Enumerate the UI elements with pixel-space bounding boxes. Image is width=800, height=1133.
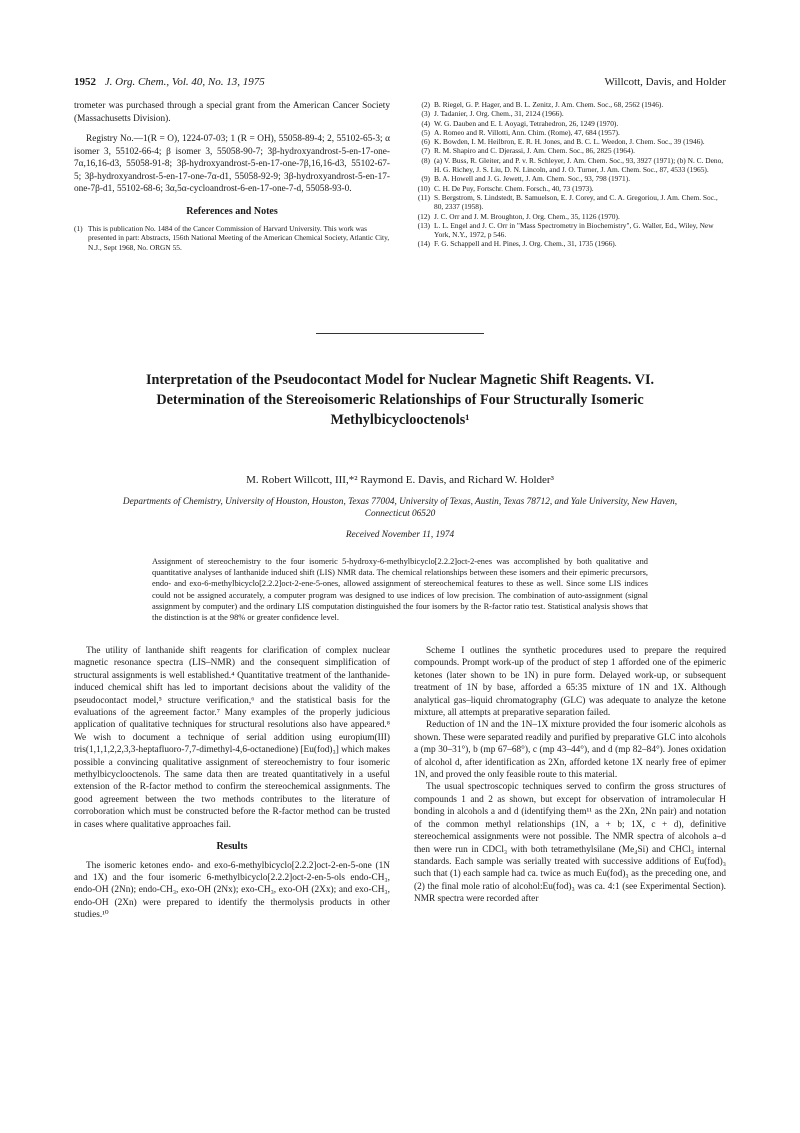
reference-text: W. G. Dauben and E. I. Aoyagi, Tetrahedron, 26, 1249 (1970). bbox=[434, 118, 619, 128]
reference-item bbox=[414, 109, 726, 118]
reference-text: (a) V. Buss, R. Gleiter, and P. v. R. Schleyer, J. Am. Chem. Soc., 93, 3927 (1971); (b) N. C. Deno, H. G. Richey, J. S. Liu, D. N. Lincoln, and J. O. Turner, J. Am. Chem. Soc., 87, 4533 (1965). bbox=[434, 155, 724, 175]
reference-text: R. M. Shapiro and C. Djerassi, J. Am. Chem. Soc., 86, 2825 (1964). bbox=[434, 146, 635, 156]
running-header bbox=[74, 76, 726, 88]
article-authors: M. Robert Willcott, III,*² Raymond E. Davis, and Richard W. Holder³ bbox=[246, 474, 554, 486]
header-authors: Willcott, Davis, and Holder bbox=[604, 76, 726, 88]
reference-text: B. Riegel, G. P. Hager, and B. L. Zenitz, J. Am. Chem. Soc., 68, 2562 (1946). bbox=[434, 100, 664, 109]
footnote-1 bbox=[74, 224, 390, 252]
reference-number: (11) bbox=[417, 192, 430, 202]
reference-number: (14) bbox=[417, 239, 430, 249]
continued-text: trometer was purchased through a special grant from the American Cancer Society (Massachusetts Division). bbox=[74, 101, 390, 124]
reference-number: (6) bbox=[421, 137, 430, 147]
reference-number: (7) bbox=[421, 146, 430, 156]
page-number: 1952 bbox=[74, 76, 96, 88]
abstract: Assignment of stereochemistry to the four isomeric 5-hydroxy-6-methylbicyclo[2.2.2]oct-2-enes was accomplished by both qualitative and quantitative analyses of lanthanide induced shift (LIS) NMR data. The chemical relationships between these isomers and their epimeric precursors, endo- and exo-6-methylbicyclo[2.2.2]oct-2-ene-5-ones, allowed assignment of stereochemical features to these as well. Since some LIS indices could not be assigned accurately, a computer program was designed to use indices of low precision. The combination of auto-assignment (signal assignment by computer) and the ordinary LIS computation distinguished the four isomers by the R-factor ratio test. Statistical analysis shows that the distinction is at the 98% or greater confidence level. bbox=[152, 557, 648, 623]
reference-item bbox=[414, 119, 726, 128]
reference-text: L. L. Engel and J. C. Orr in "Mass Spectrometry in Biochemistry", G. Waller, Ed., Wiley, New York, N.Y., 1972, p 546. bbox=[434, 220, 714, 240]
reduction-paragraph: Reduction of 1N and the 1N–1X mixture provided the four isomeric alcohols as shown. These were separated readily and purified by preparative GLC into alcohols a (mp 30–31°), b (mp 67–68°), c (mp 43–44°), and d (mp 82–84°). Jones oxidation of alcohol d, after identification as 2Xn, afforded ketone 1X nearly free of epimer 1N, and proved the only feasible route to this material. bbox=[414, 720, 726, 781]
section-divider bbox=[316, 333, 484, 334]
reference-number: (10) bbox=[417, 183, 430, 193]
journal-citation: J. Org. Chem., Vol. 40, No. 13, 1975 bbox=[104, 76, 265, 88]
left-column-top bbox=[74, 100, 390, 252]
reference-text: C. H. De Puy, Fortschr. Chem. Forsch., 40, 73 (1973). bbox=[434, 183, 594, 193]
article-title: Interpretation of the Pseudocontact Model for Nuclear Magnetic Shift Reagents. VI. Determination of the Stereoisomeric Relationships of Four Structurally Isomeric Methylbicyclooctenols¹ bbox=[145, 372, 655, 428]
reference-number: (5) bbox=[421, 127, 430, 137]
body-left-column bbox=[74, 645, 390, 922]
spectroscopy-paragraph: The usual spectroscopic techniques served to confirm the gross structures of compounds 1 and 2 as shown, but except for observation of intramolecular H bonding in alcohols a and d (identifying them¹¹ as the 2Xn, 2Nn pair) and notation of the common methyl relationships (1N, a + b; 1X, c + d), definitive stereochemical assignments were not possible. The NMR spectra of alcohols a–d then were run in CDCl₃ with both tetramethylsilane (Me₄Si) and CHCl₃ internal standards. Each sample was serially treated with successive additions of Eu(fod)₃ such that (1) each sample had ca. twice as much Eu(fod)₃ as the preceding one, and (2) the final mole ratio of alcohol:Eu(fod)₃ was ca. 4:1 (see Experimental Section). NMR spectra were recorded after bbox=[414, 782, 726, 905]
reference-text: J. Tadanier, J. Org. Chem., 31, 2124 (1966). bbox=[434, 109, 564, 119]
reference-item bbox=[414, 184, 726, 193]
reference-text: S. Bergstrom, S. Lindstedt, B. Samuelson, E. J. Corey, and C. A. Gregoriou, J. Am. Chem. Soc., 80, 2337 (1958). bbox=[434, 192, 718, 212]
reference-text: F. G. Schappell and H. Pines, J. Org. Chem., 31, 1735 (1966). bbox=[434, 239, 617, 249]
received-date: Received November 11, 1974 bbox=[345, 530, 455, 540]
results-paragraph: The isomeric ketones endo- and exo-6-methylbicyclo[2.2.2]oct-2-en-5-one (1N and 1X) and the four isomeric 6-methylbicyclo[2.2.2]oct-2-en-5-ols endo-CH₃, endo-OH (2Nn); endo-CH₃, exo-OH (2Nx); exo-CH₃, exo-OH (2Xx); and exo-CH₃, endo-OH (2Xn) were prepared to identify the thermolysis products in other studies.¹⁰ bbox=[74, 860, 390, 921]
body-right-column bbox=[414, 645, 726, 906]
references-list bbox=[414, 100, 726, 249]
reference-item bbox=[414, 239, 726, 248]
reference-number: (12) bbox=[417, 211, 430, 221]
reference-text: B. A. Howell and J. G. Jewett, J. Am. Chem. Soc., 93, 798 (1971). bbox=[434, 174, 631, 184]
reference-item bbox=[414, 137, 726, 146]
reference-item bbox=[414, 174, 726, 183]
reference-number: (2) bbox=[421, 100, 430, 109]
reference-number: (9) bbox=[421, 174, 430, 184]
reference-item bbox=[414, 156, 726, 175]
references-heading: References and Notes bbox=[186, 205, 278, 217]
article-affiliation: Departments of Chemistry, University of Houston, Houston, Texas 77004, University of Texas, Austin, Texas 78712, and Yale University, New Haven, Connecticut 06520 bbox=[122, 497, 678, 519]
scheme-paragraph: Scheme I outlines the synthetic procedures used to prepare the required compounds. Prompt work-up of the product of step 1 afforded one of the epimeric ketones (later shown to be 1N) in pure form. Delayed work-up, or subsequent treatment of 1N by base, afforded a 65:35 mixture of 1N and 1X. Although analytical gas–liquid chromatography (GLC) was adequate to analyze the ketone mixture, all attempts at preparative separation failed. bbox=[414, 646, 726, 719]
reference-text: J. C. Orr and J. M. Broughton, J. Org. Chem., 35, 1126 (1970). bbox=[434, 211, 620, 221]
reference-item bbox=[414, 212, 726, 221]
reference-item bbox=[414, 221, 726, 240]
reference-text: A. Romeo and R. Villotti, Ann. Chim. (Rome), 47, 684 (1957). bbox=[434, 127, 620, 137]
reference-number: (4) bbox=[421, 118, 430, 128]
reference-item bbox=[414, 128, 726, 137]
footnote-text: This is publication No. 1484 of the Cancer Commission of Harvard University. This work was presented in part: Abstracts, 156th National Meeting of the American Chemical Society, Atlantic City, N.J., Sept 1968, No. ORGN 55. bbox=[88, 224, 390, 252]
reference-number: (3) bbox=[421, 109, 430, 119]
reference-text: K. Bowden, I. M. Heilbron, E. R. H. Jones, and B. C. L. Weedon, J. Chem. Soc., 39 (1946). bbox=[434, 137, 705, 147]
footnote-number: (1) bbox=[74, 224, 83, 233]
reference-number: (13) bbox=[417, 220, 430, 230]
reference-item bbox=[414, 146, 726, 155]
reference-number: (8) bbox=[421, 155, 430, 165]
reference-item bbox=[414, 193, 726, 212]
reference-item bbox=[414, 100, 726, 109]
results-heading: Results bbox=[216, 841, 248, 853]
registry-numbers: Registry No.—1(R = O), 1224-07-03; 1 (R = OH), 55058-89-4; 2, 55102-65-3; α isomer 3, 55102-66-4; β isomer 3, 55058-90-7; 3β-hydroxyandrost-5-en-17-one-7α,16,16-d3, 55058-91-8; 3β-hydroxyandrost-5-en-17-one-7β,16,16-d3, 55102-67-5; 3β-hydroxyandrost-5-en-17-one-7α-d1, 55058-92-9; 3β-hydroxyandrost-5-en-17-one-7β-d1, 55102-68-6; 3α,5α-cycloandrost-6-en-17-one-7-d, 55058-93-0. bbox=[74, 134, 390, 194]
intro-paragraph: The utility of lanthanide shift reagents for clarification of complex nuclear magnetic resonance spectra (LIS–NMR) and the consequent simplification of structural assignments is well established.⁴ Quantitative treatment of the lanthanide-induced chemical shift has led to important decisions about the validity of the pseudocontact model,⁵ structure verification,⁶ and the statistical basis for the evaluations of the agreement factor.⁷ Many examples of the properly judicious application of qualitative techniques for structural resolutions also have appeared.⁸ We wish to document a technique of serial addition using europium(III) tris(1,1,1,2,2,3,3-heptafluoro-7,7-dimethyl-4,6-octanedione) [Eu(fod)₃] which makes possible a convincing qualitative assignment of stereochemistry to four isomeric methylbicyclooctenols. The same data then are treated quantitatively in a useful extension of the R-factor method to confirm the stereochemical assignments. The good agreement between the two methods contributes to the literature of corroboration which must be constructed before the R-factor method can be trusted in cases where qualitative approaches fail. bbox=[74, 646, 390, 830]
